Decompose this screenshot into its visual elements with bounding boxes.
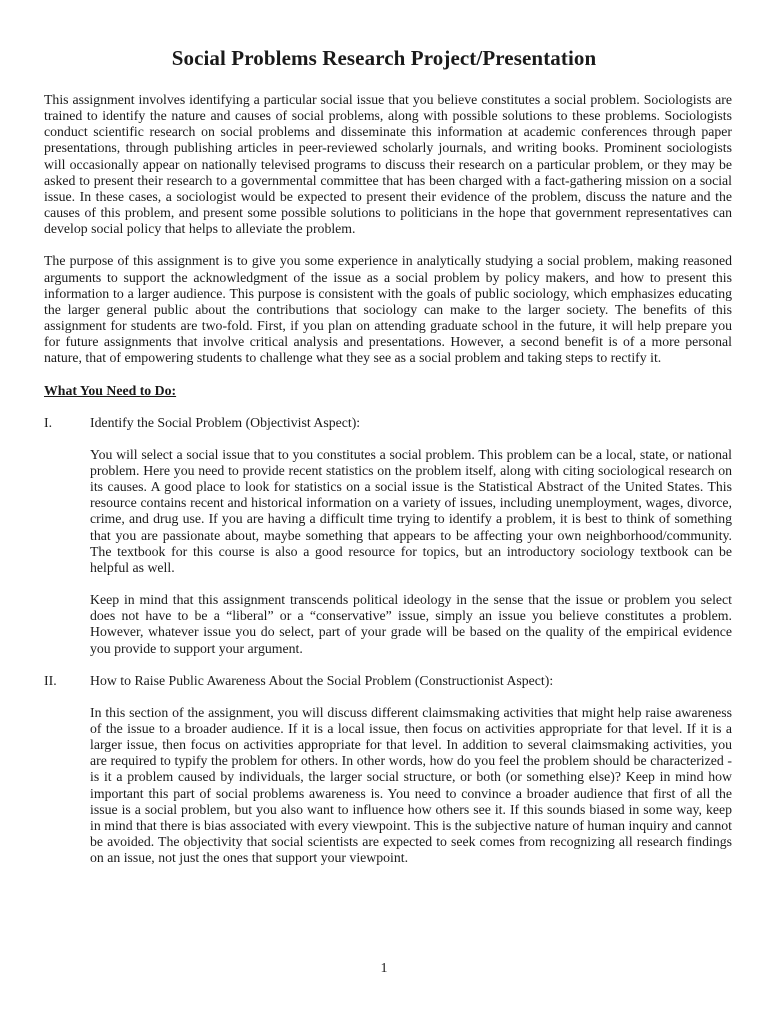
step-paragraph: You will select a social issue that to you constitutes a social problem. This problem can be a local, state, or national problem. Here you need to provide recent statistics on the problem itself, along with citing sociological research on its causes. A good place to look for statistics on a social issue is the Statistical Abstract of the United States. This resource contains recent and historical information on a variety of issues, including unemployment, wages, divorce, crime, and drug use. If you are having a difficult time trying to identify a problem, it is best to think of something that you are passionate about, maybe something that appears to be affecting your own neighborhood/community. The textbook for this course is also a good resource for topics, but an introductory sociology textbook can be helpful as well. (90, 446, 732, 575)
step-item-2 (44, 673, 732, 867)
step-numeral: II. (44, 672, 57, 688)
step-heading (44, 415, 732, 431)
intro-paragraph: This assignment involves identifying a particular social issue that you believe constitutes a social problem. Sociologists are trained to identify the nature and causes of social problems, along with possible solutions to these problems. Sociologists conduct scientific research on social problems and disseminate this information at academic conferences through paper presentations, through publishing articles in peer-reviewed scholarly journals, and writing books. Prominent sociologists will occasionally appear on nationally televised programs to discuss their research on a particular problem, or they may be asked to present their research to a governmental committee that has been charged with a fact-gathering mission on a social issue. In these cases, a sociologist would be expected to present their evidence of the problem, discuss the nature and the causes of this problem, and present some possible solutions to politicians in the hope that government representatives can develop social policy that helps to alleviate the problem. (44, 92, 732, 237)
page-number: 1 (380, 961, 388, 976)
document-body (44, 92, 732, 882)
step-heading (44, 673, 732, 689)
page-title: Social Problems Research Project/Presentation (171, 46, 597, 70)
step-title: How to Raise Public Awareness About the Social Problem (Constructionist Aspect): (90, 672, 554, 688)
section-heading: What You Need to Do: (44, 382, 177, 398)
step-numeral: I. (44, 414, 53, 430)
step-title: Identify the Social Problem (Objectivist Aspect): (90, 414, 361, 430)
purpose-paragraph: The purpose of this assignment is to give you some experience in analytically studying a social problem, making reasoned arguments to support the acknowledgment of the issue as a social problem by policy makers, and how to present this information to a larger audience. This purpose is consistent with the goals of public sociology, which emphasizes educating the larger general public about the contributions that sociology can make to the larger society. The benefits of this assignment for students are two-fold. First, if you plan on attending graduate school in the future, it will help prepare you for future assignments that involve critical analysis and presentations. However, a second benefit is of a more personal nature, that of empowering students to challenge what they see as a social problem and taking steps to rectify it. (44, 253, 732, 366)
step-item-1 (44, 415, 732, 657)
step-paragraph: Keep in mind that this assignment transcends political ideology in the sense that the issue or problem you select does not have to be a “liberal” or a “conservative” issue, simply an issue you believe constitutes a problem. However, whatever issue you do select, part of your grade will be based on the quality of the empirical evidence you provide to support your argument. (90, 592, 732, 656)
step-paragraph: In this section of the assignment, you will discuss different claimsmaking activities that might help raise awareness of the issue to a broader audience. If it is a local issue, then focus on activities appropriate for that level. If it is a larger issue, then focus on activities appropriate for that level. In addition to several claimsmaking activities, you are required to typify the problem for others. In other words, how do you feel the problem should be characterized - is it a problem caused by individuals, the larger social structure, or both (or something else)? Keep in mind how important this part of social problems awareness is. You need to convince a broader audience that first of all the issue is a social problem, but you also want to influence how others see it. If this sounds biased in some way, keep in mind that there is bias associated with every viewpoint. This is the subjective nature of human inquiry and cannot be avoided. The objectivity that social scientists are expected to seek comes from recognizing all research findings on an issue, not just the ones that support your viewpoint. (90, 704, 732, 866)
